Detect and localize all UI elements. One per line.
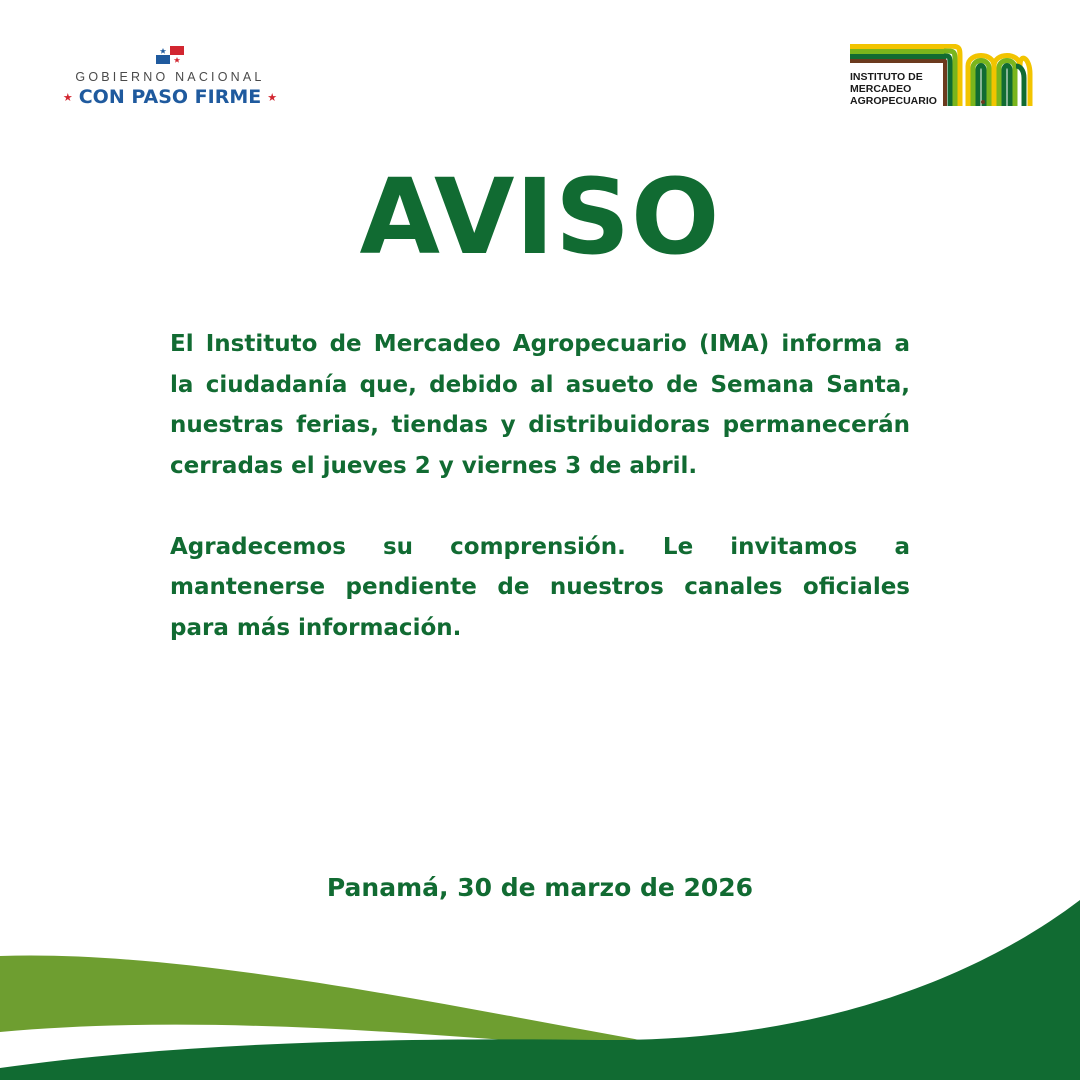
star-icon: ★ <box>267 91 278 104</box>
ima-logo-text <box>850 71 950 107</box>
notice-title: AVISO <box>359 156 721 278</box>
gov-logo-line1: GOBIERNO NACIONAL <box>75 70 265 84</box>
ima-logo <box>848 44 1034 110</box>
notice-paragraph-1: El Instituto de Mercadeo Agropecuario (IMA) informa a la ciudadanía que, debido al asueto de Semana Santa, nuestras ferias, tiendas y distribuidoras permanecerán cerradas el jueves 2 y viernes 3 de abril. <box>170 331 910 479</box>
notice-date: Panamá, 30 de marzo de 2026 <box>326 873 754 902</box>
ima-logo-line: MERCADEO <box>850 83 912 95</box>
ima-logo-line: INSTITUTO DE <box>850 71 923 83</box>
panama-flag-icon <box>156 46 184 64</box>
gobierno-nacional-logo <box>54 46 286 112</box>
star-icon: ★ <box>62 91 73 104</box>
gov-logo-motto: CON PASO FIRME <box>78 86 262 108</box>
notice-paragraph-2: Agradecemos su comprensión. Le invitamos a mantenerse pendiente de nuestros canales oficiales para más información. <box>170 533 910 641</box>
bottom-wave-decoration <box>0 880 1080 1080</box>
ima-logo-line: AGROPECUARIO <box>850 95 937 107</box>
notice-body <box>170 324 910 648</box>
gov-logo-line2 <box>54 86 286 108</box>
